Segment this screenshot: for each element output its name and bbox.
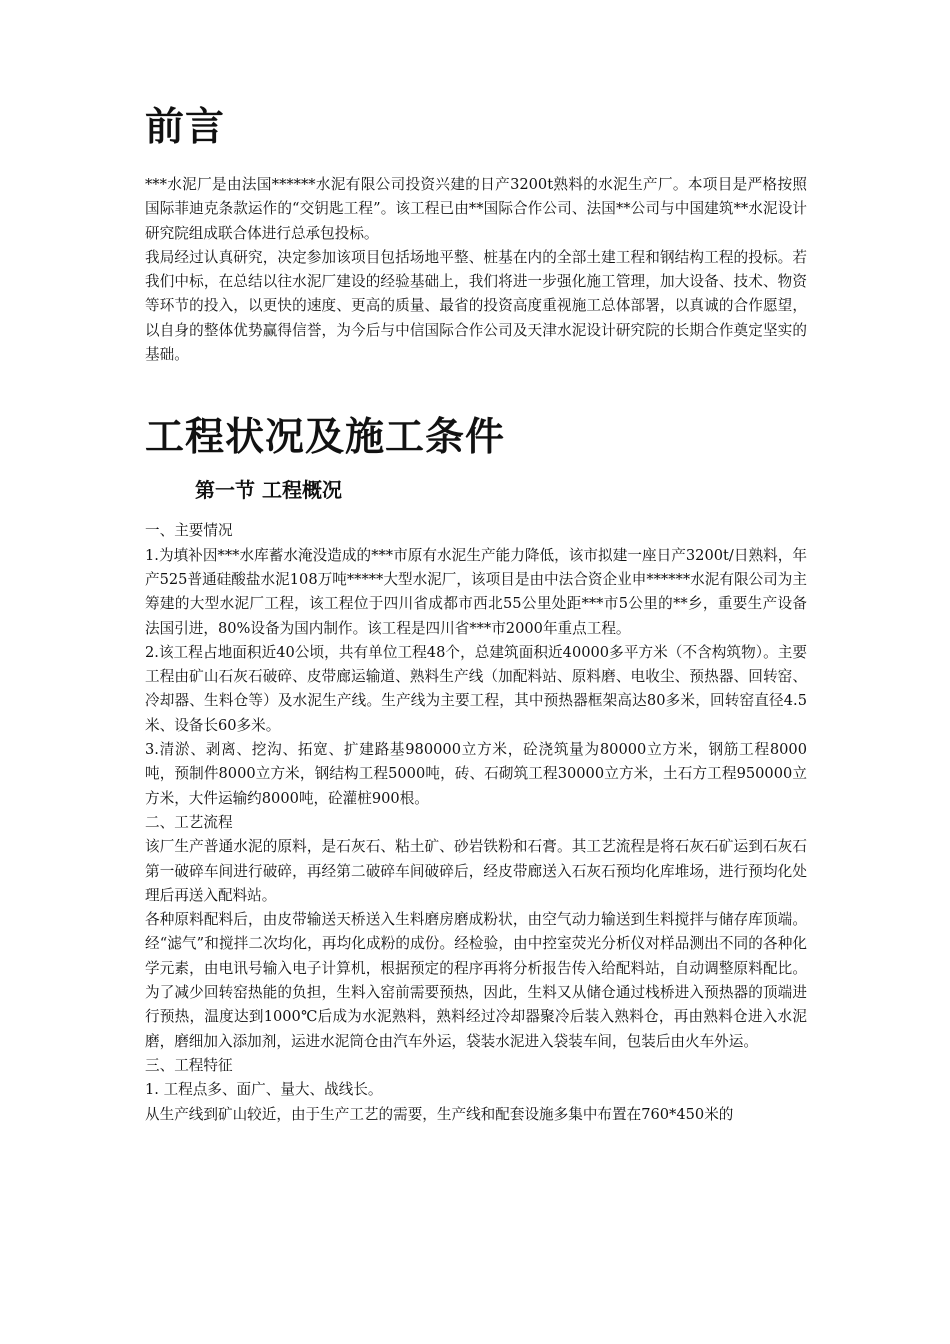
section-heading: 第一节 工程概况: [195, 478, 342, 503]
subsection-heading: 二、工艺流程: [145, 813, 233, 831]
body-paragraph: 1. 工程点多、面广、量大、战线长。: [145, 1081, 383, 1099]
preface-paragraph: 我局经过认真研究，决定参加该项目包括场地平整、桩基在内的全部土建工程和钢结构工程的投标。若我们中标，在总结以往水泥厂建设的经验基础上，我们将进一步强化施工管理，加大设备、技术、物资等环节的投入，以更快的速度、更高的质量、最省的投资高度重视施工总体部署，以真诚的合作愿望，以自身的整体优势赢得信誉，为今后与中信国际合作公司及天津水泥设计研究院的长期合作奠定坚实的基础。: [145, 248, 807, 364]
preface-heading: 前言: [145, 105, 226, 150]
project-conditions-heading: 工程状况及施工条件: [145, 415, 506, 461]
subsection-heading: 一、主要情况: [145, 522, 233, 540]
body-paragraph: 各种原料配料后，由皮带输送天桥送入生料磨房磨成粉状，由空气动力输送到生料搅拌与储存库顶端。经“滤气”和搅拌二次均化，再均化成粉的成份。经检验，由中控室荧光分析仪对样品测出不同的各种化学元素，由电讯号输入电子计算机，根据预定的程序再将分析报告传入给配料站，自动调整原料配比。为了减少回转窑热能的负担，生料入窑前需要预热，因此，生料又从储仓通过栈桥进入预热器的顶端进行预热，温度达到1000℃后成为水泥熟料，熟料经过冷却器聚冷后装入熟料仓，再由熟料仓进入水泥磨，磨细加入添加剂，运进水泥筒仓由汽车外运，袋装水泥进入袋装车间，包装后由火车外运。: [145, 911, 807, 1050]
preface-paragraph: ***水泥厂是由法国******水泥有限公司投资兴建的日产3200t熟料的水泥生产厂。本项目是严格按照国际菲迪克条款运作的“交钥匙工程”。该工程已由**国际合作公司、法国**公司与中国建筑**水泥设计研究院组成联合体进行总承包投标。: [145, 176, 807, 242]
body-paragraph: 从生产线到矿山较近，由于生产工艺的需要，生产线和配套设施多集中布置在760*450米的: [145, 1105, 734, 1123]
subsection-heading: 三、工程特征: [145, 1056, 233, 1074]
body-paragraph: 该厂生产普通水泥的原料，是石灰石、粘土矿、砂岩铁粉和石膏。其工艺流程是将石灰石矿运到石灰石第一破碎车间进行破碎，再经第二破碎车间破碎后，经皮带廊送入石灰石预均化库堆场，进行预均化处理后再送入配料站。: [145, 838, 807, 904]
body-paragraph: 2.该工程占地面积近40公顷，共有单位工程48个，总建筑面积近40000多平方米（不含构筑物）。主要工程由矿山石灰石破碎、皮带廊运输道、熟料生产线（加配料站、原料磨、电收尘、预热器、回转窑、冷却器、生料仓等）及水泥生产线。生产线为主要工程，其中预热器框架高达80多米，回转窑直径4.5米、设备长60多米。: [145, 643, 807, 734]
body-paragraph: 3.清淤、剥离、挖沟、拓宽、扩建路基980000立方米，砼浇筑量为80000立方米，钢筋工程8000吨，预制件8000立方米，钢结构工程5000吨，砖、石砌筑工程30000立方米，土石方工程950000立方米，大件运输约8000吨，砼灌桩900根。: [145, 741, 807, 807]
body-paragraph: 1.为填补因***水库蓄水淹没造成的***市原有水泥生产能力降低，该市拟建一座日产3200t/日熟料，年产525普通硅酸盐水泥108万吨*****大型水泥厂，该项目是由中法合资企业申******水泥有限公司为主筹建的大型水泥厂工程，该工程位于四川省成都市西北55公里处距***市5公里的**乡，重要生产设备法国引进，80%设备为国内制作。该工程是四川省***市2000年重点工程。: [145, 546, 807, 637]
document-page: [145, 98, 807, 1127]
